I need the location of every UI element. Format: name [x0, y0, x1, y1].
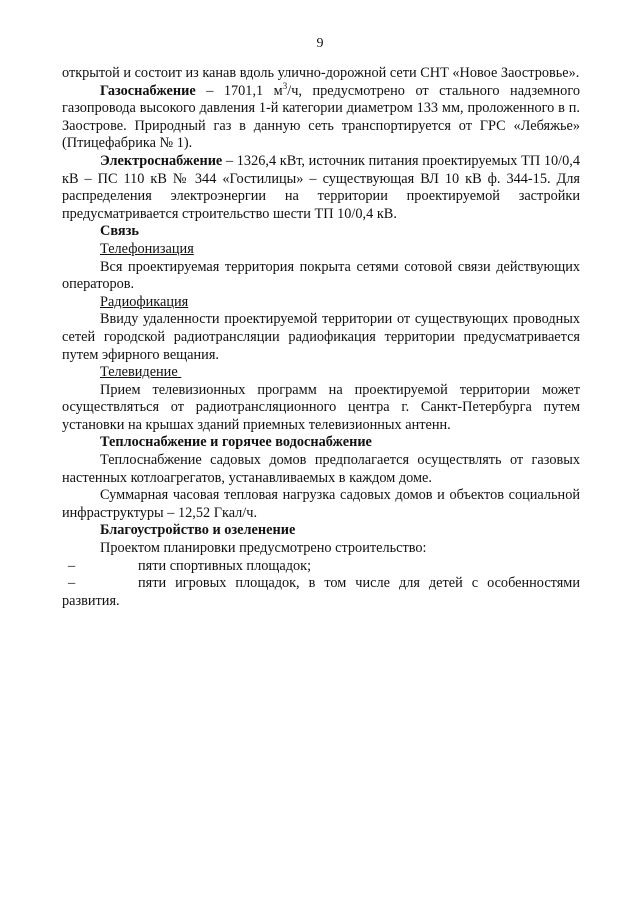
paragraph-telephony: Вся проектируемая территория покрыта сетями сотовой связи действующих операторов. — [62, 258, 580, 293]
power-supply-text: – 1326,4 кВт, источник питания проектируемых ТП 10/0,4 кВ – ПС 110 кВ № 344 «Гостилицы» – существующая ВЛ 10 кВ ф. 344-15. Для распределения электроэнергии на территории проектируемой застройки предусматривается строительство шести ТП 10/0,4 кВ. — [62, 152, 580, 222]
page-number: 9 — [316, 36, 324, 51]
telephony-title: Телефонизация — [100, 240, 194, 257]
radio-title: Радиофикация — [100, 293, 189, 310]
television-title: Телевидение — [100, 364, 182, 381]
list-item — [62, 575, 580, 610]
radio-subheading — [62, 294, 580, 312]
paragraph-television: Прием телевизионных программ на проектируемой территории может осуществляться от радиотрансляционного центра г. Санкт-Петербурга путем установки на крышах зданий приемных телевизионных антенн. — [62, 381, 580, 433]
paragraph-landscaping-intro: Проектом планировки предусмотрено строительство: — [100, 540, 427, 557]
paragraph-power-supply — [62, 153, 580, 223]
dash-marker: – — [68, 557, 76, 574]
paragraph-gas-supply — [62, 80, 580, 153]
paragraph-drainage: открытой и состоит из канав вдоль улично-дорожной сети СНТ «Новое Заостровье». — [62, 65, 580, 81]
list-item-text: пяти спортивных площадок; — [138, 557, 312, 574]
paragraph-heating-1: Теплоснабжение садовых домов предполагается осуществлять от газовых настенных котлоагрегатов, устанавливаемых в каждом доме. — [62, 452, 580, 486]
document-body — [62, 65, 580, 610]
power-supply-heading: Электроснабжение — [100, 152, 223, 169]
gas-supply-text-1: – 1701,1 м — [195, 82, 283, 99]
gas-supply-heading: Газоснабжение — [100, 82, 196, 99]
list-item — [62, 558, 580, 576]
gas-supply-superscript: 3 — [282, 80, 288, 91]
television-subheading — [62, 364, 580, 382]
telephony-subheading — [62, 241, 580, 259]
communications-heading: Связь — [100, 223, 139, 240]
dash-marker: – — [68, 575, 76, 592]
landscaping-heading: Благоустройство и озеленение — [100, 522, 296, 539]
list-item-text: пяти игровых площадок, в том числе для детей с особенностями развития. — [62, 575, 580, 609]
paragraph-heating-2: Суммарная часовая тепловая нагрузка садовых домов и объектов социальной инфраструктуры – 12,52 Гкал/ч. — [62, 487, 580, 521]
paragraph-radio: Ввиду удаленности проектируемой территории от существующих проводных сетей городской радиотрансляции радиофикация территории предусматривается путем эфирного вещания. — [62, 311, 580, 363]
gas-supply-text-2: /ч, предусмотрено от стального надземного газопровода высокого давления 1-й категории диаметром 133 мм, проложенного в п. Заострове. Природный газ в данную сеть транспортируется от ГРС «Лебяжье» (Птицефабрика № 1). — [62, 82, 580, 152]
heating-heading: Теплоснабжение и горячее водоснабжение — [100, 434, 372, 451]
